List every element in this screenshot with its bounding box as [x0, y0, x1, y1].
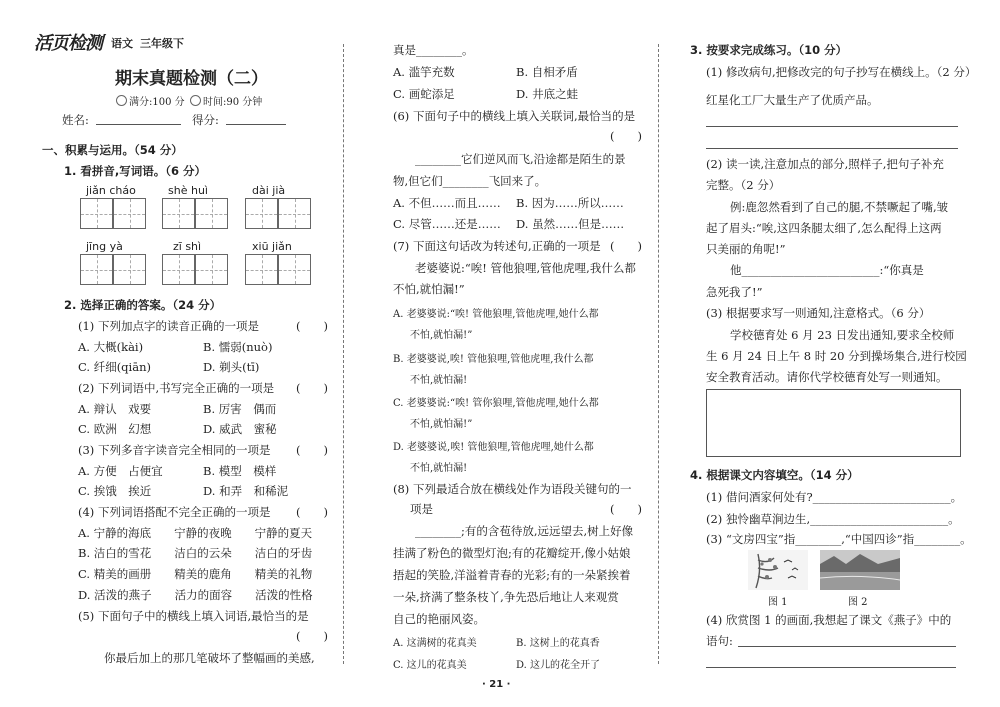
exam-time: 时间:90 分钟 [190, 93, 262, 108]
option-a-cont: 不怕,就怕漏!” [410, 330, 473, 341]
pinyin-4: jīng yà [86, 240, 123, 253]
q2-8-stem2: 项是 [410, 502, 433, 516]
char-box[interactable] [195, 254, 228, 285]
example-line: 例:鹿忽然看到了自己的腿,不禁噘起了嘴,皱 [730, 200, 949, 214]
char-box[interactable] [113, 254, 146, 285]
q2-7-quote1: 老婆婆说:“唉! 管他狼哩,管他虎哩,我什么都 [415, 261, 636, 275]
q1-title: 1. 看拼音,写词语。（6 分） [64, 164, 206, 178]
option-b[interactable]: B. 老婆婆说,唉! 管他狼哩,管他虎哩,我什么都 [393, 354, 594, 365]
grade-label: 三年级下 [140, 37, 184, 50]
notice-writing-box[interactable] [706, 389, 961, 457]
score-icon [116, 95, 127, 106]
option-a[interactable]: A. 宁静的海底 宁静的夜晚 宁静的夏天 [78, 526, 313, 540]
option-c[interactable]: C. 画蛇添足 [393, 87, 455, 101]
example-line: 只美丽的角呢!” [706, 242, 786, 256]
char-box[interactable] [80, 198, 113, 229]
answer-paren[interactable]: ( ) [610, 129, 642, 143]
option-b[interactable]: B. 懦弱(nuò) [203, 340, 273, 354]
q4-3[interactable]: (3) “文房四宝”指________,“中国四诊”指________。 [706, 532, 972, 546]
option-b[interactable]: B. 因为……所以…… [516, 196, 624, 210]
answer-paren[interactable]: ( ) [296, 505, 328, 519]
q2-5-text: 你最后加上的那几笔破坏了整幅画的美感, [104, 651, 315, 665]
q3-title: 3. 按要求完成练习。（10 分） [690, 43, 848, 57]
notice-text: 安全教育活动。请你代学校德育处写一则通知。 [706, 370, 948, 384]
q4-title: 4. 根据课文内容填空。（14 分） [690, 468, 859, 482]
option-b[interactable]: B. 洁白的雪花 洁白的云朵 洁白的牙齿 [78, 546, 313, 560]
notice-text: 学校德育处 6 月 23 日发出通知,要求全校师 [730, 328, 955, 342]
score-label: 得分: [192, 113, 219, 127]
column-divider [343, 44, 344, 664]
pinyin-6: xiū jiǎn [252, 240, 292, 253]
answer-paren[interactable]: ( ) [610, 239, 642, 253]
option-d[interactable]: D. 和弄 和稀泥 [203, 484, 289, 498]
q2-2-stem: (2) 下列词语中,书写完全正确的一项是 [78, 381, 275, 395]
option-c[interactable]: C. 精美的画册 精美的鹿角 精美的礼物 [78, 567, 313, 581]
pinyin-1: jiǎn cháo [86, 184, 136, 197]
option-d[interactable]: D. 老婆婆说,唉! 管他狼哩,管他虎哩,她什么都 [393, 442, 594, 453]
passage-line: ________;有的含苞待放,远远望去,树上好像 [415, 524, 634, 538]
name-input-line[interactable] [96, 124, 181, 125]
option-a[interactable]: A. 老婆婆说:“唉! 管他狼哩,管他虎哩,她什么都 [393, 309, 599, 320]
option-d[interactable]: D. 威武 蜜秘 [203, 422, 277, 436]
passage-line: 捂起的笑脸,洋溢着青春的光彩;有的一朵紧挨着 [393, 568, 631, 582]
fill-line2: 急死我了!” [706, 285, 763, 299]
page-number: · 21 · [482, 679, 511, 690]
passage-line: 一朵,挤满了整条枝丫,争先恐后地让人来观赏 [393, 590, 619, 604]
notice-text: 生 6 月 24 日上午 8 时 20 分到操场集合,进行校园 [706, 349, 967, 363]
exam-title: 期末真题检测（二） [115, 69, 268, 89]
q4-4-stem2: 语句: [706, 634, 733, 648]
pinyin-5: zī shì [173, 240, 202, 253]
answer-paren[interactable]: ( ) [296, 319, 328, 333]
q3-1-sentence: 红星化工厂大量生产了优质产品。 [706, 93, 879, 107]
q2-1-stem: (1) 下列加点字的读音正确的一项是 [78, 319, 259, 333]
pinyin-2: shè huì [168, 184, 208, 197]
q4-2[interactable]: (2) 独怜幽草涧边生,________________________。 [706, 512, 960, 526]
answer-line[interactable] [706, 126, 958, 127]
q4-1[interactable]: (1) 借问酒家何处有?________________________。 [706, 490, 963, 504]
option-a[interactable]: A. 大概(kài) [78, 340, 144, 354]
figure-2-caption: 图 2 [848, 597, 868, 608]
char-box[interactable] [245, 254, 278, 285]
option-a[interactable]: A. 不但……而且…… [393, 196, 501, 210]
answer-paren[interactable]: ( ) [296, 629, 328, 643]
answer-line[interactable] [738, 646, 956, 647]
clock-icon [190, 95, 201, 106]
option-d[interactable]: D. 活泼的燕子 活力的面容 活泼的性格 [78, 588, 313, 602]
q2-5-cont: 真是________。 [393, 43, 474, 57]
part1-title: 一、积累与运用。（54 分） [42, 143, 183, 157]
answer-line[interactable] [706, 148, 958, 149]
full-score: 满分:100 分 [116, 93, 185, 108]
option-a[interactable]: A. 这满树的花真美 [393, 638, 477, 649]
char-box[interactable] [80, 254, 113, 285]
option-b[interactable]: B. 厉害 偶而 [203, 402, 277, 416]
q3-1-stem: (1) 修改病句,把修改完的句子抄写在横线上。（2 分） [706, 65, 977, 79]
column-divider [658, 44, 659, 664]
option-c[interactable]: C. 尽管……还是…… [393, 217, 501, 231]
option-c-cont: 不怕,就怕漏!” [410, 419, 473, 430]
pinyin-3: dài jià [252, 184, 286, 197]
fill-line[interactable]: 他________________________:“你真是 [730, 263, 924, 277]
q2-7-stem: (7) 下面这句话改为转述句,正确的一项是 [393, 239, 601, 253]
option-a[interactable]: A. 滥竽充数 [393, 65, 455, 79]
char-box[interactable] [278, 198, 311, 229]
answer-paren[interactable]: ( ) [296, 443, 328, 457]
option-c[interactable]: C. 这儿的花真美 [393, 660, 467, 671]
q3-3-stem: (3) 根据要求写一则通知,注意格式。（6 分） [706, 306, 931, 320]
char-box[interactable] [278, 254, 311, 285]
q2-6-stem: (6) 下面句子中的横线上填入关联词,最恰当的是 [393, 109, 636, 123]
char-box[interactable] [195, 198, 228, 229]
char-box[interactable] [245, 198, 278, 229]
option-d[interactable]: D. 虽然……但是…… [516, 217, 625, 231]
option-d[interactable]: D. 剃头(tī) [203, 360, 260, 374]
option-a[interactable]: A. 辩认 戏要 [78, 402, 152, 416]
option-a[interactable]: A. 方便 占便宜 [78, 464, 163, 478]
q2-4-stem: (4) 下列词语搭配不完全正确的一项是 [78, 505, 271, 519]
option-c[interactable]: C. 老婆婆说:“唉! 管你狼哩,管他虎哩,她什么都 [393, 398, 599, 409]
brand-logo: 活页检测 [34, 33, 102, 54]
subject-label: 语文 [111, 37, 133, 50]
option-c[interactable]: C. 挨饿 挨近 [78, 484, 152, 498]
q2-8-stem: (8) 下列最适合放在横线处作为语段关键句的一 [393, 482, 632, 496]
char-box[interactable] [162, 254, 195, 285]
option-b[interactable]: B. 模型 模样 [203, 464, 277, 478]
q2-5-stem: (5) 下面句子中的横线上填入词语,最恰当的是 [78, 609, 309, 623]
q2-6-line2: 物,但它们________飞回来了。 [393, 174, 547, 188]
answer-line[interactable] [706, 667, 956, 668]
option-d[interactable]: D. 这儿的花全开了 [516, 660, 601, 671]
score-input-line[interactable] [226, 124, 286, 125]
example-line: 起了眉头:“唉,这四条腿太细了,怎么配得上这两 [706, 221, 942, 235]
option-b-cont: 不怕,就怕漏! [410, 375, 468, 386]
q2-title: 2. 选择正确的答案。（24 分） [64, 298, 222, 312]
q2-3-stem: (3) 下列多音字读音完全相同的一项是 [78, 443, 271, 457]
option-c[interactable]: C. 欧洲 幻想 [78, 422, 152, 436]
answer-paren[interactable]: ( ) [610, 502, 642, 516]
figure-1-caption: 图 1 [768, 597, 788, 608]
option-d[interactable]: D. 井底之蛙 [516, 87, 579, 101]
char-box[interactable] [113, 198, 146, 229]
q3-2-stem2: 完整。（2 分） [706, 178, 781, 192]
answer-paren[interactable]: ( ) [296, 381, 328, 395]
option-c[interactable]: C. 纤细(qiān) [78, 360, 151, 374]
q4-4-stem: (4) 欣赏图 1 的画面,我想起了课文《燕子》中的 [706, 613, 952, 627]
figure-1-image [748, 550, 808, 590]
option-b[interactable]: B. 这树上的花真香 [516, 638, 600, 649]
figure-2-image [820, 550, 900, 590]
name-label: 姓名: [62, 113, 89, 127]
q2-7-quote2: 不怕,就怕漏!” [393, 282, 465, 296]
option-d-cont: 不怕,就怕漏! [410, 463, 468, 474]
q3-2-stem: (2) 读一读,注意加点的部分,照样子,把句子补充 [706, 157, 944, 171]
option-b[interactable]: B. 自相矛盾 [516, 65, 578, 79]
passage-line: 挂满了粉色的微型灯泡;有的花瓣绽开,像小姑娘 [393, 546, 631, 560]
q2-6-line1: ________它们逆风而飞,沿途都是陌生的景 [415, 152, 626, 166]
passage-line: 自己的艳丽风姿。 [393, 612, 485, 626]
char-box[interactable] [162, 198, 195, 229]
